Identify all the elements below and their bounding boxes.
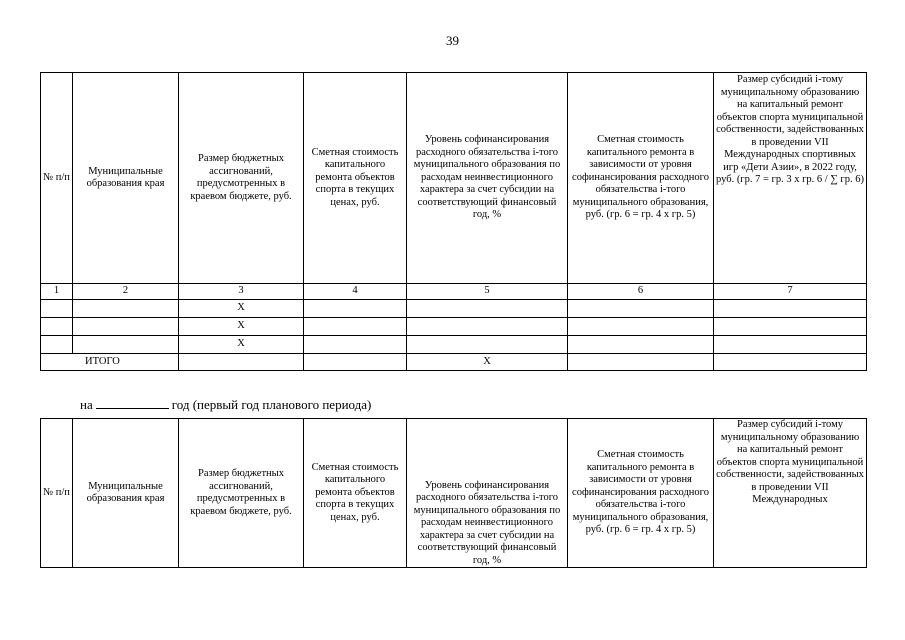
row-cell-budget: X (179, 300, 304, 318)
period-suffix: год (первый год планового периода) (171, 397, 372, 412)
header-cell-estimate-by-level: Сметная стоимость капитального ремонта в зависимости от уровня софинансирования расходного обязательства i-того муниципального образования, руб. (гр. 6 = гр. 4 x гр. 5) (568, 73, 714, 284)
header-cell-subsidy: Размер субсидий i-тому муниципальному образованию на капитальный ремонт объектов спорта муниципальной собственности, задействованных в проведении VII Международных (714, 419, 867, 568)
column-number-row (41, 284, 867, 300)
table-row (41, 336, 867, 354)
table-header-row (41, 73, 867, 284)
total-cofinancing-cell: X (407, 354, 568, 371)
column-number: 5 (407, 284, 568, 300)
header-cell-municipality: Муниципальные образования края (73, 73, 179, 284)
period-line (80, 397, 371, 413)
table-row (41, 318, 867, 336)
period-prefix: на (80, 397, 93, 412)
total-row (41, 354, 867, 371)
column-number: 4 (304, 284, 407, 300)
table-header-row (41, 419, 867, 568)
column-number: 7 (714, 284, 867, 300)
table-row (41, 300, 867, 318)
header-cell-municipality: Муниципальные образования края (73, 419, 179, 568)
header-cell-number: № п/п (41, 73, 73, 284)
header-cell-subsidy: Размер субсидий i-тому муниципальному образованию на капитальный ремонт объектов спорта муниципальной собственности, задействованных в проведении VII Международных спортивных игр «Дети Азии», в 2022 году, руб. (гр. 7 = гр. 3 x гр. 6 / ∑ гр. 6) (714, 73, 867, 284)
header-cell-estimate: Сметная стоимость капитального ремонта объектов спорта в текущих ценах, руб. (304, 419, 407, 568)
subsidy-table-planning-year-1 (40, 418, 867, 568)
header-cell-number: № п/п (41, 419, 73, 568)
header-cell-cofinancing: Уровень софинансирования расходного обязательства i-того муниципального образования по расходам неинвестиционного характера за счет субсидии на соответствующий финансовый год, % (407, 73, 568, 284)
column-number: 6 (568, 284, 714, 300)
row-cell-budget: X (179, 318, 304, 336)
year-blank-line (96, 398, 169, 409)
page-number: 39 (446, 33, 459, 48)
subsidy-table (40, 72, 867, 371)
header-cell-budget: Размер бюджетных ассигнований, предусмотренных в краевом бюджете, руб. (179, 73, 304, 284)
header-cell-cofinancing: Уровень софинансирования расходного обязательства i-того муниципального образования по расходам неинвестиционного характера за счет субсидии на соответствующий финансовый год, % (407, 419, 568, 568)
total-label: ИТОГО (41, 354, 179, 371)
header-cell-budget: Размер бюджетных ассигнований, предусмотренных в краевом бюджете, руб. (179, 419, 304, 568)
header-cell-estimate: Сметная стоимость капитального ремонта объектов спорта в текущих ценах, руб. (304, 73, 407, 284)
column-number: 3 (179, 284, 304, 300)
column-number: 2 (73, 284, 179, 300)
header-cell-estimate-by-level: Сметная стоимость капитального ремонта в зависимости от уровня софинансирования расходного обязательства i-того муниципального образования, руб. (гр. 6 = гр. 4 x гр. 5) (568, 419, 714, 568)
row-cell-budget: X (179, 336, 304, 354)
column-number: 1 (41, 284, 73, 300)
